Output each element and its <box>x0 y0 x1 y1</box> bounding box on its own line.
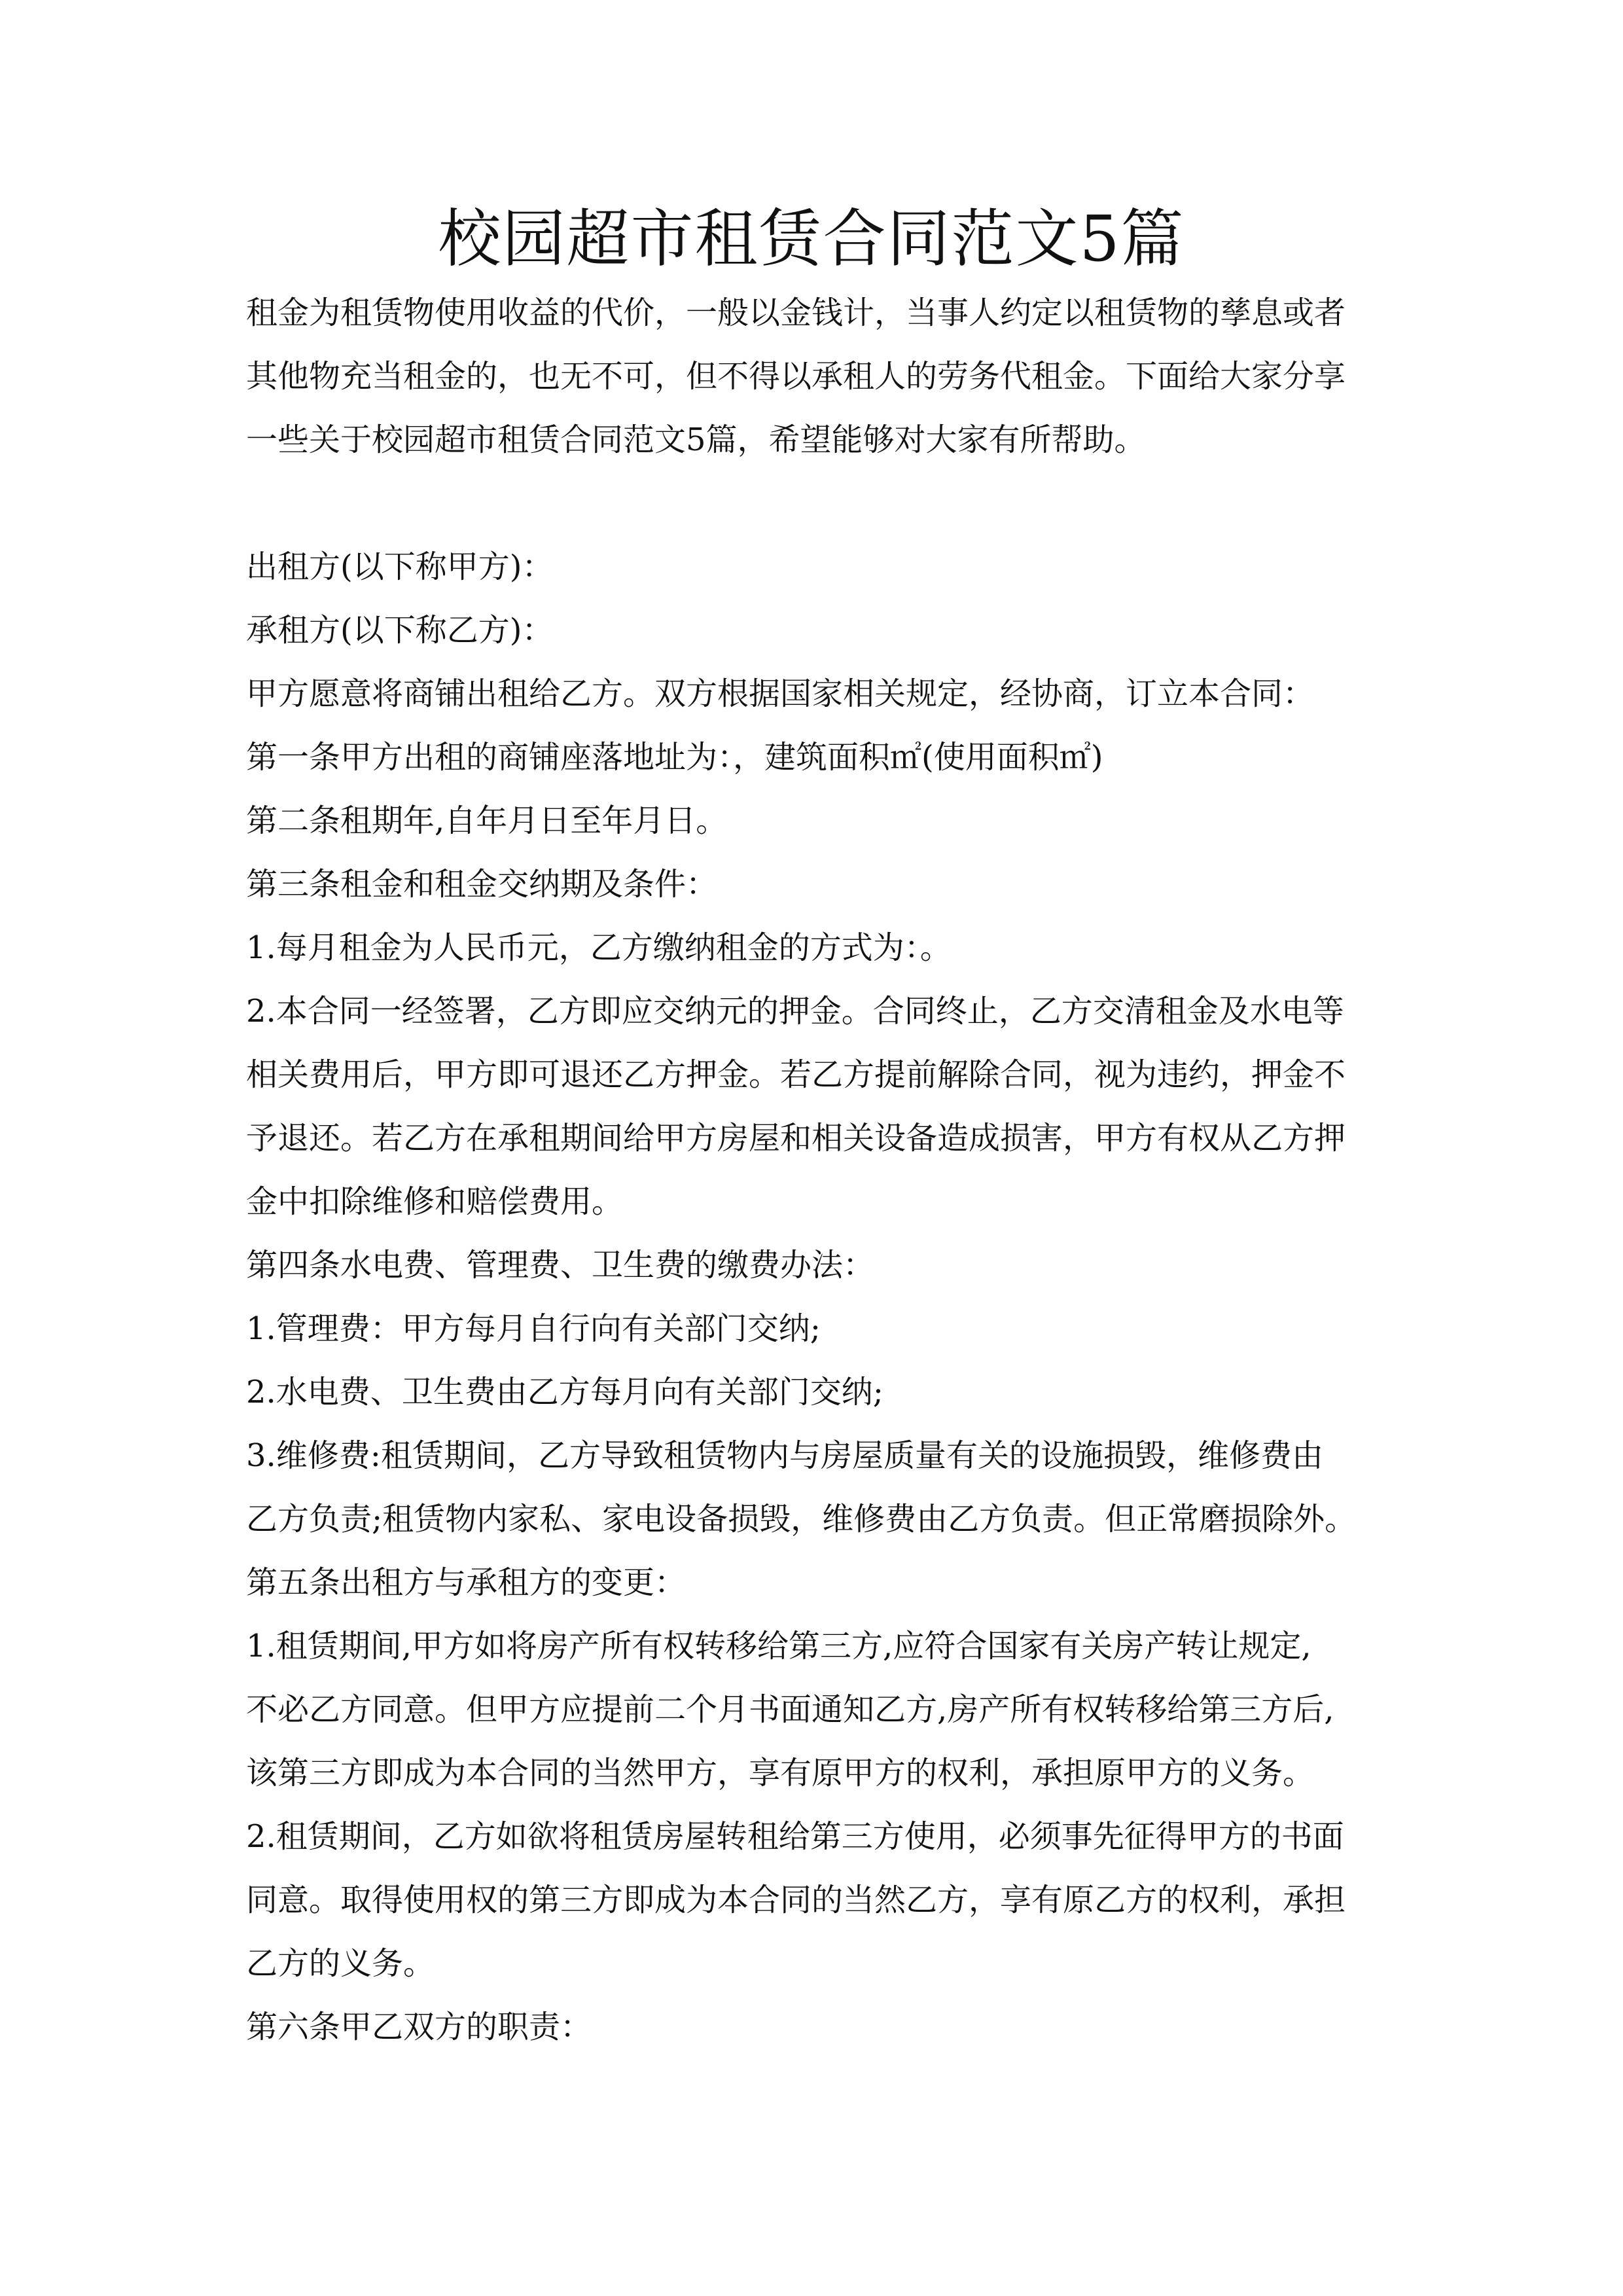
article-4-item-1: 1.管理费：甲方每月自行向有关部门交纳; <box>246 1310 821 1347</box>
article-3-item-2-cont: 相关费用后，甲方即可退还乙方押金。若乙方提前解除合同，视为违约，押金不 <box>246 1056 1346 1093</box>
article-3-item-2-cont: 予退还。若乙方在承租期间给甲方房屋和相关设备造成损害，甲方有权从乙方押 <box>246 1120 1346 1157</box>
article-3-item-2: 2.本合同一经签署，乙方即应交纳元的押金。合同终止，乙方交清租金及水电等 <box>246 993 1344 1030</box>
article-4-heading: 第四条水电费、管理费、卫生费的缴费办法： <box>246 1247 875 1283</box>
party-a-line: 出租方(以下称甲方)： <box>246 548 554 585</box>
article-5-item-1-cont: 该第三方即成为本合同的当然甲方，享有原甲方的权利，承担原甲方的义务。 <box>246 1755 1315 1791</box>
party-b-line: 承租方(以下称乙方)： <box>246 612 554 649</box>
article-5-item-2-cont: 乙方的义务。 <box>246 1945 435 1982</box>
article-5-item-1-cont: 不必乙方同意。但甲方应提前二个月书面通知乙方,房产所有权转移给第三方后, <box>246 1691 1334 1728</box>
article-5-heading: 第五条出租方与承租方的变更： <box>246 1564 687 1601</box>
document-title: 校园超市租赁合同范文5篇 <box>438 202 1185 276</box>
article-3-item-2-cont: 金中扣除维修和赔偿费用。 <box>246 1183 624 1220</box>
article-4-item-3: 3.维修费:租赁期间，乙方导致租赁物内与房屋质量有关的设施损毁，维修费由 <box>246 1437 1323 1474</box>
article-5-item-2-cont: 同意。取得使用权的第三方即成为本合同的当然乙方，享有原乙方的权利，承担 <box>246 1882 1346 1918</box>
article-1: 第一条甲方出租的商铺座落地址为：，建筑面积㎡(使用面积㎡) <box>246 739 1103 776</box>
intro-line: 其他物充当租金的，也无不可，但不得以承租人的劳务代租金。下面给大家分享 <box>246 358 1346 395</box>
article-2: 第二条租期年,自年月日至年月日。 <box>246 802 728 839</box>
article-6-heading: 第六条甲乙双方的职责： <box>246 2009 592 2045</box>
agreement-preamble: 甲方愿意将商铺出租给乙方。双方根据国家相关规定，经协商，订立本合同： <box>246 675 1315 712</box>
intro-line: 一些关于校园超市租赁合同范文5篇，希望能够对大家有所帮助。 <box>246 422 1146 458</box>
article-5-item-1: 1.租赁期间,甲方如将房产所有权转移给第三方,应符合国家有关房产转让规定, <box>246 1628 1311 1664</box>
intro-line: 租金为租赁物使用收益的代价，一般以金钱计，当事人约定以租赁物的孳息或者 <box>246 295 1346 331</box>
document-body <box>246 281 1418 2059</box>
article-3-item-1: 1.每月租金为人民币元，乙方缴纳租金的方式为：。 <box>246 929 952 966</box>
article-4-item-2: 2.水电费、卫生费由乙方每月向有关部门交纳; <box>246 1374 883 1410</box>
article-5-item-2: 2.租赁期间，乙方如欲将租赁房屋转租给第三方使用，必须事先征得甲方的书面 <box>246 1818 1344 1855</box>
paragraph-gap <box>246 472 1418 535</box>
article-3-heading: 第三条租金和租金交纳期及条件： <box>246 866 718 903</box>
article-4-item-3-cont: 乙方负责;租赁物内家私、家电设备损毁，维修费由乙方负责。但正常磨损除外。 <box>246 1501 1357 1537</box>
